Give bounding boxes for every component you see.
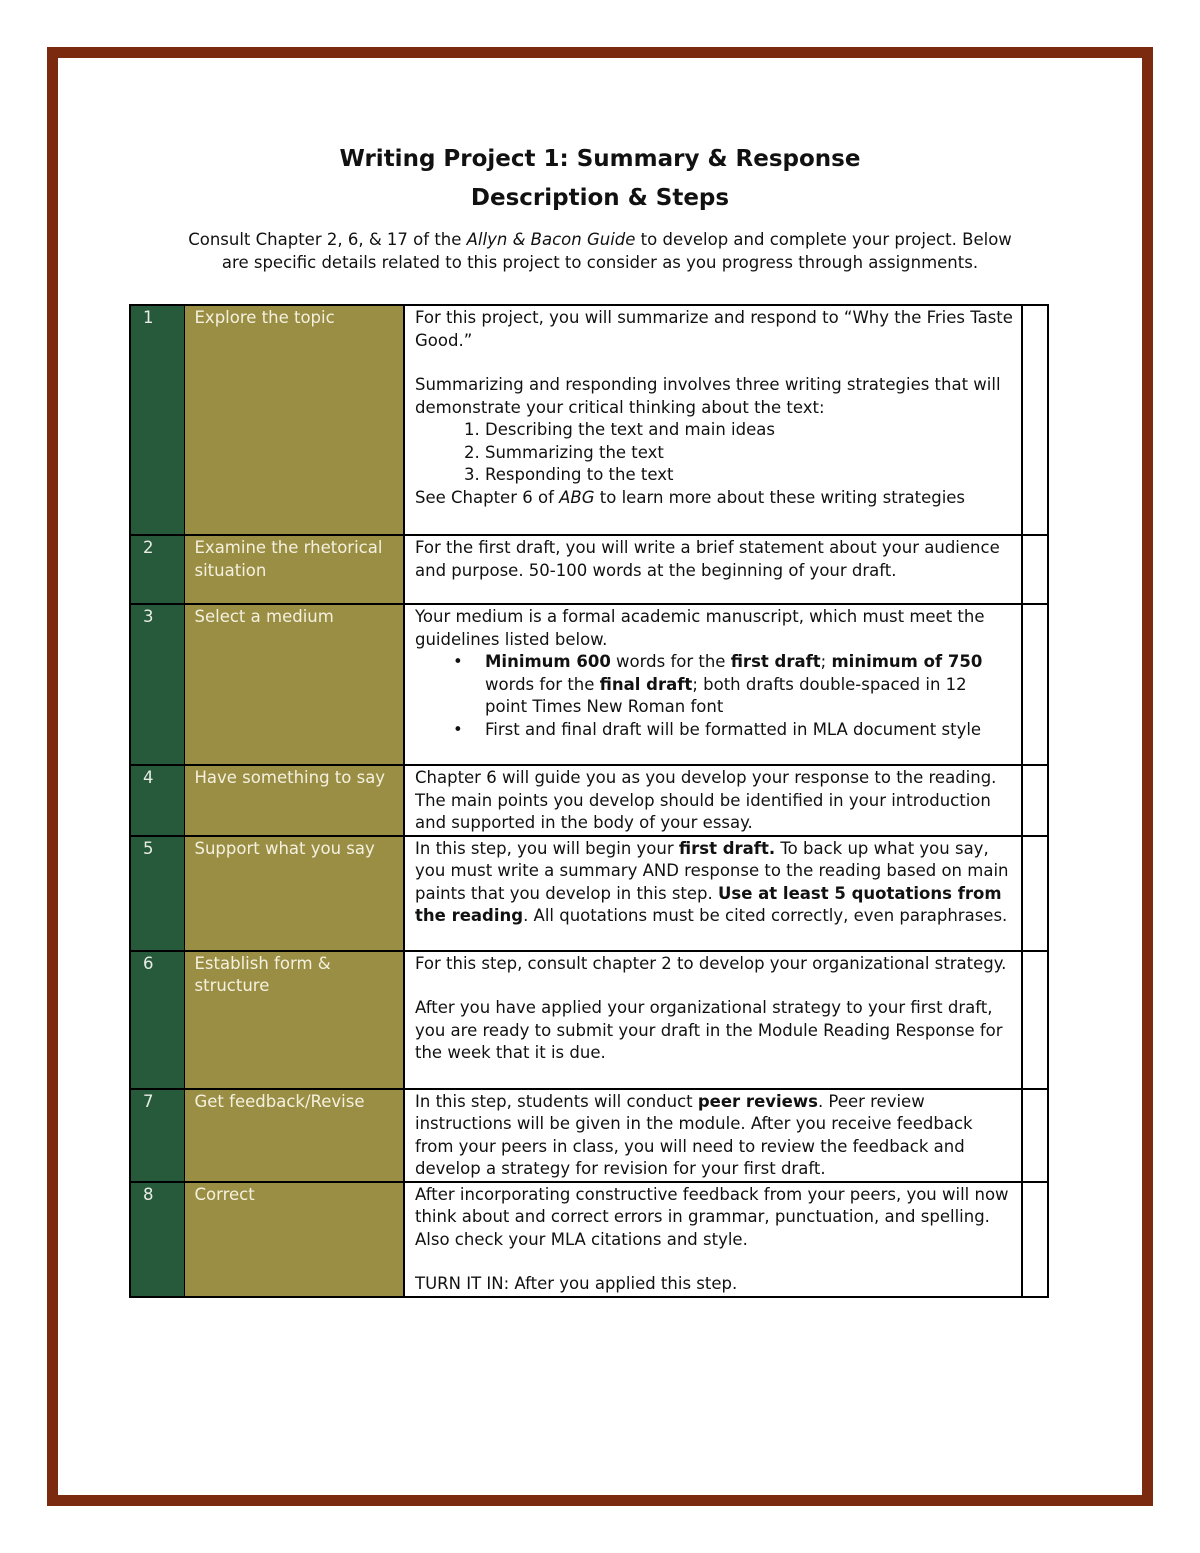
bold-text: Use at least 5 quotations from the reading (415, 883, 1002, 925)
step-label: Select a medium (184, 604, 404, 765)
step-description (404, 1089, 1022, 1182)
intro-paragraph (0, 228, 1200, 274)
steps-table-body (130, 305, 1048, 1297)
description-paragraph: For this step, consult chapter 2 to develop your organizational strategy. (415, 953, 1007, 973)
list-item: • First and final draft will be formatted in MLA document style (485, 719, 1013, 742)
description-paragraph: Summarizing and responding involves three writing strategies that will demonstrate your critical thinking about the text: (415, 375, 1001, 417)
steps-table (129, 304, 1049, 1298)
step-row-5 (130, 836, 1048, 951)
step-row-8 (130, 1182, 1048, 1297)
document-subtitle: Description & Steps (470, 185, 730, 211)
step-check-cell (1022, 305, 1048, 535)
description-paragraph: After you have applied your organizational strategy to your first draft, you are ready to submit your draft in the Module Reading Response for the week that it is due. (415, 998, 1003, 1062)
step-description (404, 1182, 1022, 1297)
step-number: 5 (130, 836, 184, 951)
step-row-7 (130, 1089, 1048, 1182)
step-check-cell (1022, 836, 1048, 951)
step-check-cell (1022, 604, 1048, 765)
description-paragraph: TURN IT IN: After you applied this step. (415, 1274, 738, 1293)
step-number: 6 (130, 951, 184, 1089)
step-label: Support what you say (184, 836, 404, 951)
document-header (0, 140, 1200, 274)
step-label: Examine the rhetorical situation (184, 535, 404, 604)
bold-text: first draft (730, 652, 821, 671)
step-number: 2 (130, 535, 184, 604)
step-description (404, 604, 1022, 765)
step-label: Explore the topic (184, 305, 404, 535)
numbered-list (415, 419, 1013, 487)
step-check-cell (1022, 535, 1048, 604)
list-item: 2. Summarizing the text (485, 442, 1013, 465)
bold-text: peer reviews (697, 1091, 818, 1111)
description-paragraph: In this step, students will conduct peer reviews. Peer review instructions will be given in the module. After you receive feedback from your peers in class, you will need to review the feedback and develop a strategy for revision for your first draft. (415, 1091, 973, 1178)
step-description (404, 951, 1022, 1089)
step-number: 4 (130, 765, 184, 836)
bold-text: final draft (599, 674, 693, 694)
italic-text: Allyn & Bacon Guide (466, 230, 636, 249)
step-number: 3 (130, 604, 184, 765)
bold-text: Minimum 600 (485, 652, 611, 671)
description-paragraph: For the first draft, you will write a brief statement about your audience and purpose. 50-100 words at the beginning of your draft. (415, 538, 1000, 580)
step-number: 8 (130, 1182, 184, 1297)
step-description (404, 836, 1022, 951)
step-number: 1 (130, 305, 184, 535)
step-row-4 (130, 765, 1048, 836)
description-paragraph: In this step, you will begin your first draft. To back up what you say, you must write a summary AND response to the reading based on main paints that you develop in this step. Use at least 5 quotations from the reading. All quotations must be cited correctly, even paraphrases. (415, 838, 1009, 925)
step-row-3 (130, 604, 1048, 765)
list-item: • Minimum 600 words for the first draft; minimum of 750 words for the final draft; both drafts double-spaced in 12 point Times New Roman font (485, 651, 1013, 719)
step-description (404, 305, 1022, 535)
step-label: Establish form & structure (184, 951, 404, 1089)
step-label: Get feedback/Revise (184, 1089, 404, 1182)
step-row-1 (130, 305, 1048, 535)
description-paragraph: After incorporating constructive feedback from your peers, you will now think about and correct errors in grammar, punctuation, and spelling. Also check your MLA citations and style. (415, 1184, 1009, 1249)
step-check-cell (1022, 1089, 1048, 1182)
step-label: Have something to say (184, 765, 404, 836)
step-check-cell (1022, 1182, 1048, 1297)
italic-text: ABG (559, 487, 595, 507)
bold-text: first draft. (678, 838, 776, 858)
step-label: Correct (184, 1182, 404, 1297)
step-row-2 (130, 535, 1048, 604)
document-title: Writing Project 1: Summary & Response (339, 146, 861, 172)
bulleted-list (415, 651, 1013, 741)
step-number: 7 (130, 1089, 184, 1182)
list-item: 1. Describing the text and main ideas (485, 419, 1013, 442)
description-paragraph: See Chapter 6 of ABG to learn more about these writing strategies (415, 487, 966, 507)
bold-text: minimum of 750 (831, 652, 983, 671)
step-check-cell (1022, 765, 1048, 836)
step-check-cell (1022, 951, 1048, 1089)
intro-line-2: are specific details related to this project to consider as you progress through assignments. (221, 253, 979, 272)
description-paragraph: For this project, you will summarize and respond to “Why the Fries Taste Good.” (415, 308, 1013, 350)
intro-line-1: Consult Chapter 2, 6, & 17 of the Allyn & Bacon Guide to develop and complete your project. Below (188, 230, 1012, 249)
step-description (404, 535, 1022, 604)
step-description (404, 765, 1022, 836)
description-paragraph: Your medium is a formal academic manuscript, which must meet the guidelines listed below. (415, 607, 985, 649)
list-item: 3. Responding to the text (485, 464, 1013, 487)
step-row-6 (130, 951, 1048, 1089)
description-paragraph: Chapter 6 will guide you as you develop your response to the reading. The main points you develop should be identified in your introduction and supported in the body of your essay. (415, 768, 997, 832)
